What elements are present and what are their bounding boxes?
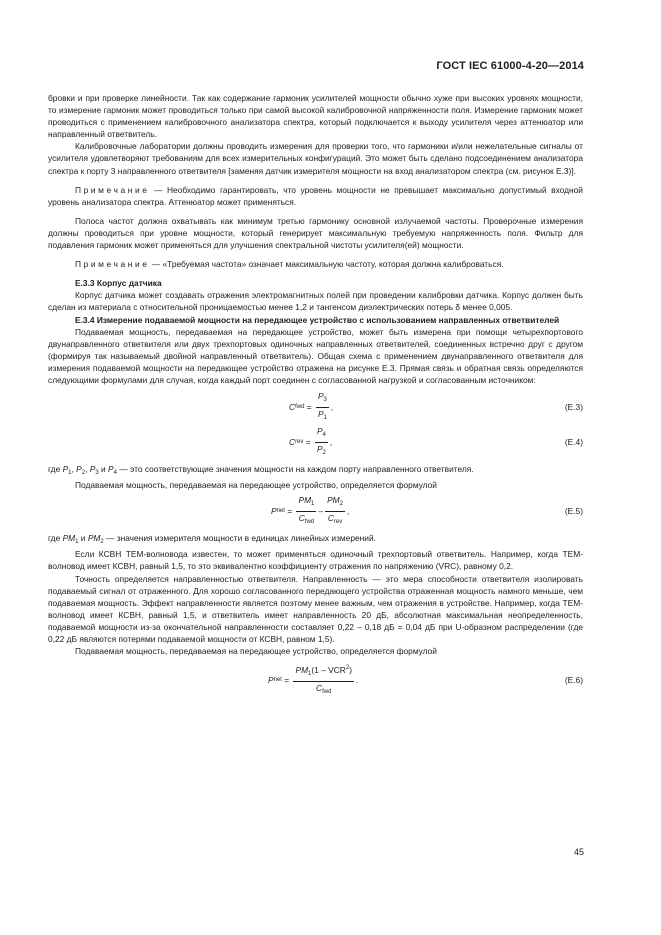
paragraph: Корпус датчика может создавать отражения электромагнитных полей при проведении калибровки датчика. Корпус должен быть сделан из материала с относительной проницаемостью менее 1,2 и тангенсом диэлектрических потерь δ менее 0,005. bbox=[48, 290, 583, 313]
paragraph: Подаваемая мощность, передаваемая на передающее устройство, может быть измерена при помощи четырехпортового двунаправленного ответвителя или двух трехпортовых одиночных направленных ответвителей, соединенных встречно друг с другом (формируя так называемый двойной направленный ответвитель). Общая схема с применением двунаправленного ответвителя для измерения подаваемой мощности на передающее устройство отражена на рисунке Е.3. Прямая связь и обратная связь определяются следующими формулами для случая, когда каждый порт соединен с согласованной нагрузкой и согласованным источником: bbox=[48, 326, 583, 385]
paragraph: Точность определяется направленностью ответвителя. Направленность — это мера способности ответвителя изолировать подаваемый сигнал от отраженного. Для хорошо согласованного передающего устройства отраженная мощность намного меньше, чем подаваемая мощность. Эффект направленности является поэтому менее важным, чем отражения в устройстве. Например, когда ТЕМ-волновод имеет КСВН, равный 1,5, и ответвитель имеет направленность 20 дБ, абсолютная максимальная неопределенность, подаваемой мощности из-за окончательной направленности составляет 0,22 – 0,18 дБ = 0,04 дБ при U-образном распределении (где 0,22 дБ являются потерями подаваемой мощности от КСВН, равном 1,5). bbox=[48, 573, 583, 644]
note-label: Примечание bbox=[75, 184, 150, 195]
formula-e3: C fwd = $\frac{P_3}{P_1}$ , (Е.3) bbox=[289, 390, 583, 421]
formula-number: (Е.3) bbox=[564, 402, 583, 413]
note-text: — «Требуемая частота» означает максимальную частоту, которая должна калиброваться. bbox=[149, 259, 504, 270]
paragraph: Подаваемая мощность, передаваемая на передающее устройство, определяется формулой bbox=[75, 480, 437, 491]
paragraph: бровки и при проверке линейности. Так как содержание гармоник усилителей мощности обычно хуже при высоких уровнях мощности, то измерение гармоник может проводиться только при самой высокой калибровочной напряженности поля. Измерение гармоник может проводиться с применением калибровочного анализатора спектра, который подключается к выходу усилителя через аттенюатор или направленный ответвитель. bbox=[48, 93, 583, 140]
formula-e4: C rev = $\frac{P_4}{P_2}$ , (Е.4) bbox=[289, 425, 583, 456]
paragraph: Калибровочные лаборатории должны проводить измерения для проверки того, что гармоники и/или нежелательные сигналы от усилителя удовлетворяют требованиям для всех измерительных конфигураций. Это может быть сделано подсоединением анализатора спектра к порту 3 направленного ответвителя [заменяя датчик измерителя мощности на вход анализатором спектра (см. рисунок Е.3)]. bbox=[48, 141, 583, 176]
document-header: ГОСТ IEC 61000-4-20—2014 bbox=[436, 60, 584, 72]
note-text: — Необходимо гарантировать, что уровень мощности не превышает максимально допустимый входной уровень анализатора спектра. Аттенюатор может применяться. bbox=[48, 184, 583, 207]
paragraph: где $P_1$, $P_2$, $P_3$ и $P_4$ — это соответствующие значения мощности на каждом порту направленного ответвителя. bbox=[48, 464, 474, 477]
paragraph: Подаваемая мощность, передаваемая на передающее устройство, определяется формулой bbox=[75, 646, 437, 657]
page-number: 45 bbox=[573, 847, 584, 857]
section-heading: Е.3.4 Измерение подаваемой мощности на передающее устройство с использованием направленных ответвителей bbox=[75, 314, 560, 325]
formula-e5: P net = $\frac{PM_1}{C_{fwd}}$ – $\frac{PM_2}{C_{rev}}$ , (Е.5) bbox=[271, 494, 583, 525]
paragraph: Если КСВН ТЕМ-волновода известен, то может применяться одиночный трехпортовый ответвитель. Например, когда ТЕМ-волновод имеет КСВН, равный 1,5, то это эквивалентно коэффициенту отражения по напряжению (VRC), равному 0,2. bbox=[48, 549, 583, 572]
formula-number: (Е.4) bbox=[564, 437, 583, 448]
document-body bbox=[48, 92, 583, 695]
paragraph: Полоса частот должна охватывать как минимум третью гармонику основной излучаемой частоты. Проверочные измерения должны проводиться при уровне мощности, который генерирует максимальную требуемую напряженность поля. Фильтр для подавления гармоник может применяться для улучшения спектральной чистоты усилителя(ей) мощности. bbox=[48, 215, 583, 251]
note bbox=[48, 258, 583, 270]
note-label: Примечание bbox=[75, 259, 150, 270]
formula-number: (Е.5) bbox=[564, 506, 583, 517]
section-heading: Е.3.3 Корпус датчика bbox=[75, 278, 162, 289]
formula-number: (Е.6) bbox=[564, 675, 583, 686]
paragraph: где $PM_1$ и $PM_2$ — значения измерителя мощности в единицах линейных измерений. bbox=[48, 533, 376, 546]
formula-e6: P net = $\frac{PM_1(1 - VCR^2)}{C_{fwd}}$ . (Е.6) bbox=[268, 664, 583, 695]
note bbox=[48, 184, 583, 208]
